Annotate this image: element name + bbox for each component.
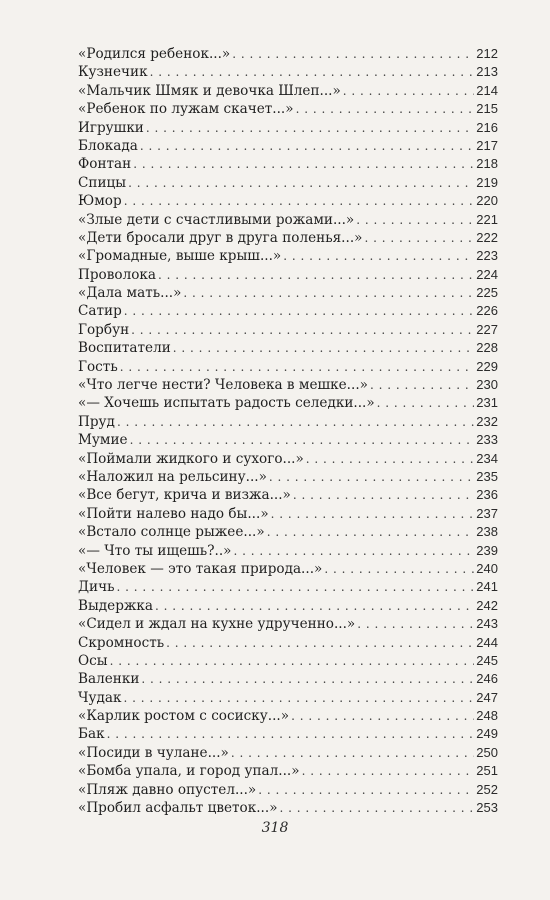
toc-entry-title: Дичь (78, 579, 115, 596)
toc-entry (78, 192, 498, 210)
toc-entry-page: 236 (476, 487, 498, 503)
toc-entry-title: «Пойти налево надо бы...» (78, 505, 269, 522)
toc-dot-leader (377, 394, 475, 412)
toc-entry-title: «Родился ребенок...» (78, 46, 231, 62)
toc-entry-title: Кузнечик (78, 64, 148, 81)
toc-entry-page: 219 (476, 174, 498, 190)
toc-entry-page: 215 (476, 101, 498, 117)
toc-entry-title: «Сидел и ждал на кухне удрученно...» (78, 616, 356, 633)
toc-dot-leader (183, 284, 474, 302)
toc-entry-page: 251 (476, 763, 498, 779)
toc-entry (78, 155, 498, 173)
toc-dot-leader (131, 321, 474, 339)
toc-entry-title: Пруд (78, 413, 115, 430)
toc-entry-title: Бак (78, 726, 105, 743)
toc-dot-leader (306, 450, 475, 468)
toc-dot-leader (150, 63, 475, 81)
toc-entry (78, 762, 498, 780)
toc-entry (78, 597, 498, 615)
toc-entry (78, 431, 498, 449)
toc-dot-leader (370, 376, 474, 394)
toc-entry-page: 241 (476, 579, 498, 595)
toc-entry-title: Блокада (78, 137, 138, 154)
toc-dot-leader (283, 247, 474, 265)
toc-entry-page: 212 (476, 46, 498, 61)
toc-entry-page: 253 (476, 800, 498, 816)
toc-entry-title: «— Что ты ищешь?..» (78, 542, 232, 559)
toc-entry-title: Скромность (78, 634, 165, 651)
toc-entry-title: «Что легче нести? Человека в мешке...» (78, 377, 368, 394)
toc-entry-title: Горбун (78, 321, 130, 338)
toc-entry (78, 229, 498, 247)
toc-entry (78, 137, 498, 155)
toc-entry-page: 252 (476, 781, 498, 797)
toc-entry-page: 235 (476, 468, 498, 484)
toc-entry (78, 45, 498, 63)
toc-entry (78, 266, 498, 284)
toc-dot-leader (258, 781, 474, 799)
toc-dot-leader (343, 82, 475, 100)
toc-entry-title: «Злые дети с счастливыми рожами...» (78, 211, 355, 228)
toc-entry-page: 216 (476, 119, 498, 135)
toc-entry-page: 226 (476, 303, 498, 319)
toc-dot-leader (128, 174, 474, 192)
toc-entry-page: 245 (476, 652, 498, 668)
toc-dot-leader (166, 634, 474, 652)
toc-entry (78, 744, 498, 762)
toc-entry (78, 82, 498, 100)
toc-entry (78, 523, 498, 541)
toc-entry-page: 250 (476, 744, 498, 760)
toc-entry-page: 246 (476, 671, 498, 687)
toc-entry (78, 376, 498, 394)
toc-entry (78, 63, 498, 81)
toc-entry-title: «Человек — это такая природа...» (78, 560, 323, 577)
toc-entry (78, 781, 498, 799)
toc-dot-leader (124, 302, 475, 320)
toc-entry-title: Проволока (78, 266, 156, 283)
toc-entry-title: Воспитатели (78, 340, 171, 357)
toc-entry-page: 248 (476, 708, 498, 724)
toc-entry-page: 249 (476, 726, 498, 742)
toc-dot-leader (232, 45, 474, 63)
toc-entry-title: Осы (78, 652, 108, 669)
toc-entry-page: 225 (476, 285, 498, 301)
toc-entry-title: Валенки (78, 671, 140, 688)
toc-entry (78, 542, 498, 560)
toc-entry-page: 222 (476, 229, 498, 245)
toc-entry-title: «Карлик ростом с сосиску...» (78, 708, 290, 725)
toc-entry (78, 339, 498, 357)
toc-entry-page: 229 (476, 358, 498, 374)
toc-dot-leader (110, 652, 475, 670)
toc-entry-title: Чудак (78, 689, 122, 706)
toc-entry-page: 220 (476, 193, 498, 209)
toc-entry (78, 652, 498, 670)
toc-entry-title: «Поймали жидкого и сухого...» (78, 450, 304, 467)
toc-entry (78, 394, 498, 412)
toc-dot-leader (280, 799, 475, 817)
toc-entry-title: Фонтан (78, 156, 132, 173)
toc-entry (78, 100, 498, 118)
toc-entry (78, 799, 498, 817)
toc-dot-leader (117, 578, 475, 596)
toc-dot-leader (120, 358, 475, 376)
toc-entry (78, 634, 498, 652)
toc-entry-title: Игрушки (78, 119, 144, 136)
toc-dot-leader (302, 762, 475, 780)
toc-dot-leader (296, 100, 475, 118)
toc-entry-title: «Громадные, выше крыш...» (78, 248, 282, 265)
toc-dot-leader (146, 119, 474, 137)
toc-entry (78, 119, 498, 137)
toc-entry-title: «Все бегут, крича и визжа...» (78, 487, 291, 504)
toc-entry-title: Спицы (78, 174, 127, 191)
toc-entry-title: Гость (78, 358, 118, 375)
table-of-contents (78, 45, 498, 817)
toc-entry-page: 237 (476, 505, 498, 521)
toc-dot-leader (271, 505, 475, 523)
toc-entry-title: Выдержка (78, 597, 154, 614)
toc-dot-leader (141, 670, 474, 688)
toc-dot-leader (269, 468, 474, 486)
toc-dot-leader (357, 615, 474, 633)
toc-dot-leader (364, 229, 474, 247)
toc-entry-title: «Бомба упала, и город упал...» (78, 763, 300, 780)
toc-entry-title: Мумие (78, 432, 128, 449)
toc-dot-leader (158, 266, 474, 284)
toc-entry-page: 218 (476, 156, 498, 172)
toc-dot-leader (117, 413, 474, 431)
toc-entry (78, 505, 498, 523)
toc-entry (78, 578, 498, 596)
toc-entry (78, 615, 498, 633)
toc-entry-title: Сатир (78, 303, 122, 320)
toc-dot-leader (107, 725, 475, 743)
toc-entry-page: 233 (476, 432, 498, 448)
toc-entry-title: «Наложил на рельсину...» (78, 468, 267, 485)
toc-dot-leader (124, 192, 475, 210)
toc-entry-page: 214 (476, 82, 498, 98)
toc-dot-leader (173, 339, 475, 357)
toc-dot-leader (324, 560, 474, 578)
toc-entry-page: 213 (476, 64, 498, 80)
toc-entry-page: 242 (476, 597, 498, 613)
toc-entry-page: 224 (476, 266, 498, 282)
toc-entry (78, 689, 498, 707)
toc-entry (78, 670, 498, 688)
toc-entry-title: «Пробил асфальт цветок...» (78, 800, 278, 817)
toc-entry-title: «Дети бросали друг в друга поленья...» (78, 229, 363, 246)
toc-entry-page: 230 (476, 377, 498, 393)
toc-entry-page: 244 (476, 634, 498, 650)
toc-entry-page: 234 (476, 450, 498, 466)
toc-entry-title: «— Хочешь испытать радость селедки...» (78, 395, 375, 412)
toc-entry (78, 358, 498, 376)
toc-entry-title: Юмор (78, 193, 122, 210)
toc-entry-page: 217 (476, 137, 498, 153)
toc-entry-page: 223 (476, 248, 498, 264)
toc-entry (78, 247, 498, 265)
toc-dot-leader (130, 431, 475, 449)
toc-entry-title: «Посиди в чулане...» (78, 744, 229, 761)
page-number: 318 (261, 820, 289, 836)
toc-entry (78, 284, 498, 302)
toc-dot-leader (155, 597, 474, 615)
toc-entry (78, 450, 498, 468)
toc-entry-title: «Встало солнце рыжее...» (78, 524, 265, 541)
toc-entry-page: 243 (476, 616, 498, 632)
toc-entry-page: 240 (476, 560, 498, 576)
toc-dot-leader (233, 542, 474, 560)
toc-entry-page: 231 (476, 395, 498, 411)
toc-dot-leader (356, 211, 474, 229)
toc-entry (78, 321, 498, 339)
toc-dot-leader (133, 155, 474, 173)
toc-entry (78, 560, 498, 578)
toc-entry (78, 707, 498, 725)
toc-entry-title: «Дала мать...» (78, 285, 182, 302)
toc-entry (78, 413, 498, 431)
toc-entry (78, 302, 498, 320)
toc-entry (78, 468, 498, 486)
toc-entry-title: «Мальчик Шмяк и девочка Шлеп...» (78, 82, 341, 99)
toc-entry-title: «Пляж давно опустел...» (78, 781, 257, 798)
toc-dot-leader (267, 523, 475, 541)
toc-dot-leader (140, 137, 474, 155)
toc-entry (78, 486, 498, 504)
toc-entry-page: 232 (476, 413, 498, 429)
toc-entry (78, 174, 498, 192)
toc-entry-page: 238 (476, 524, 498, 540)
toc-entry (78, 211, 498, 229)
toc-entry-title: «Ребенок по лужам скачет...» (78, 101, 294, 118)
toc-dot-leader (293, 486, 474, 504)
toc-dot-leader (231, 744, 474, 762)
toc-dot-leader (291, 707, 474, 725)
toc-entry (78, 725, 498, 743)
toc-entry-page: 228 (476, 340, 498, 356)
toc-entry-page: 227 (476, 321, 498, 337)
toc-entry-page: 221 (476, 211, 498, 227)
toc-entry-page: 239 (476, 542, 498, 558)
toc-entry-page: 247 (476, 689, 498, 705)
toc-dot-leader (123, 689, 474, 707)
